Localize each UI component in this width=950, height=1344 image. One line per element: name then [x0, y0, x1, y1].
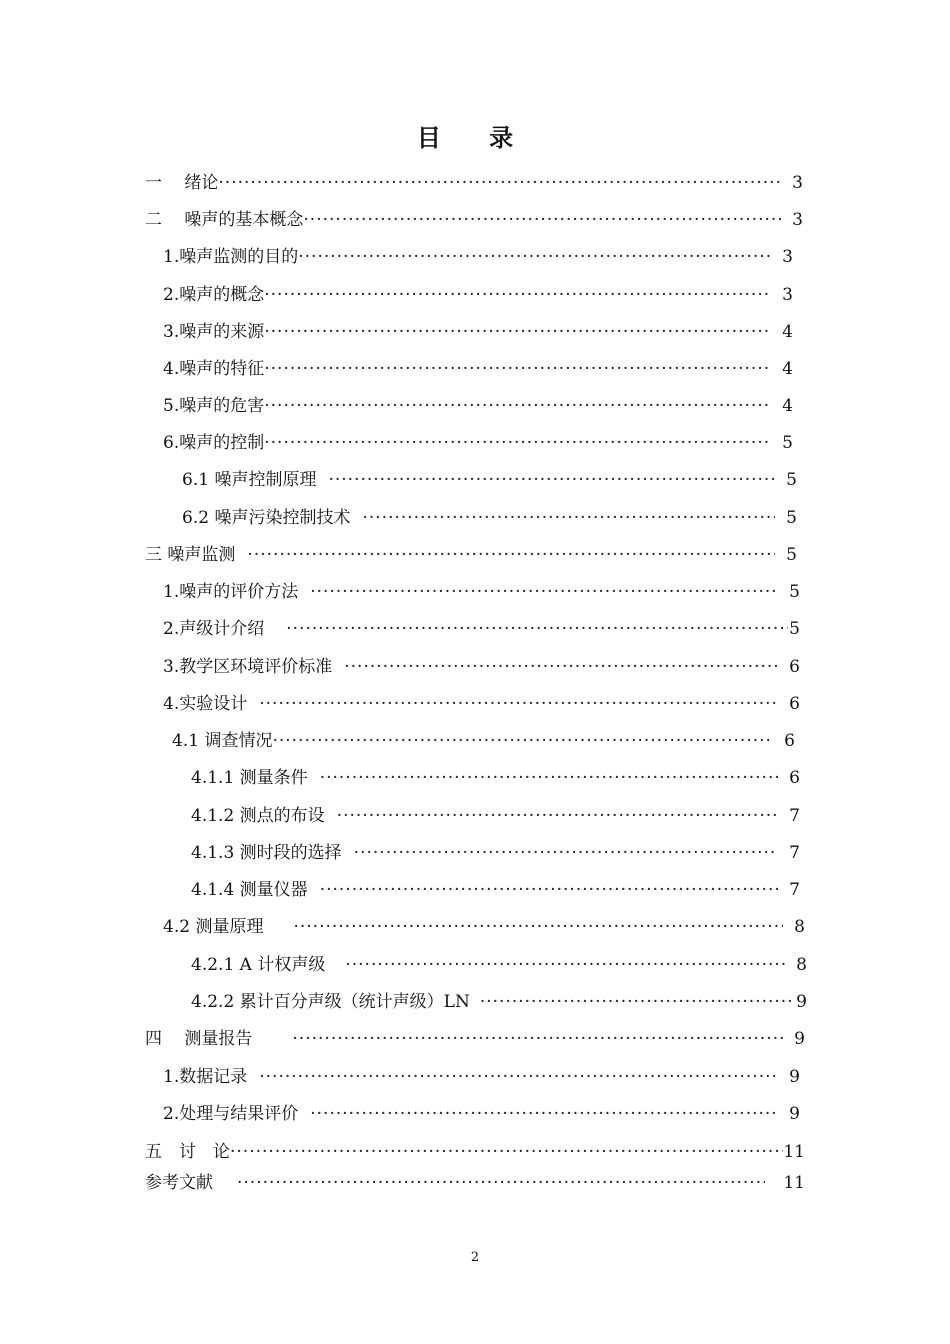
- toc-entry-page: 5: [786, 470, 797, 490]
- toc-entry-page: 5: [782, 433, 793, 453]
- toc-entry: [145, 170, 803, 196]
- toc-title: 目 录: [416, 123, 534, 152]
- toc-entry-page: 6: [789, 657, 800, 677]
- toc-entry-page: 8: [796, 955, 807, 975]
- toc-entry: [163, 1101, 800, 1127]
- toc-entry: [182, 467, 797, 493]
- toc-entry: [163, 393, 793, 419]
- leader-dots: [264, 282, 771, 308]
- leader-dots: [218, 170, 781, 196]
- toc-entry-label: 2.处理与结果评价: [163, 1104, 299, 1124]
- toc-entry-page: 5: [789, 582, 800, 602]
- toc-entry-label: 2.噪声的概念: [163, 285, 265, 305]
- toc-entry: [163, 1064, 800, 1090]
- toc-entry-label: 4.1.3 测时段的选择: [191, 843, 342, 863]
- toc-entry-label: 6.2 噪声污染控制技术: [182, 508, 351, 528]
- toc-entry: [163, 356, 793, 382]
- toc-entry-page: 7: [789, 880, 800, 900]
- leader-dots: [230, 1139, 783, 1165]
- leader-dots: [344, 654, 778, 680]
- toc-entry-page: 6: [789, 694, 800, 714]
- toc-entry-label: 4.1.1 测量条件: [191, 768, 308, 788]
- toc-entry: [163, 319, 793, 345]
- toc-entry-page: 9: [796, 992, 807, 1012]
- leader-dots: [264, 319, 771, 345]
- leader-dots: [310, 1101, 778, 1127]
- leader-dots: [298, 244, 771, 270]
- toc-entry-label: 3.噪声的来源: [163, 322, 265, 342]
- toc-entry: [163, 616, 800, 642]
- toc-entry-label: 3.教学区环境评价标准: [163, 657, 333, 677]
- toc-entry-label: 五 讨 论: [145, 1142, 230, 1162]
- toc-entry: [191, 877, 800, 903]
- page-number: 2: [470, 1250, 480, 1265]
- toc-entry: [163, 282, 793, 308]
- toc-entry-page: 7: [789, 806, 800, 826]
- leader-dots: [345, 952, 785, 978]
- leader-dots: [264, 356, 771, 382]
- leader-dots: [293, 914, 783, 940]
- toc-entry: [145, 1170, 805, 1196]
- toc-entry: [145, 1026, 805, 1052]
- toc-entry: [163, 579, 800, 605]
- toc-entry-label: 5.噪声的危害: [163, 396, 265, 416]
- toc-entry-label: 4.2 测量原理: [163, 917, 264, 937]
- toc-entry: [172, 728, 795, 754]
- leader-dots: [354, 840, 778, 866]
- toc-entry-label: 4.1.2 测点的布设: [191, 806, 325, 826]
- toc-entry-label: 4.1.4 测量仪器: [191, 880, 308, 900]
- toc-entry-page: 11: [783, 1173, 805, 1193]
- toc-entry: [191, 989, 807, 1015]
- toc-entry-page: 6: [784, 731, 795, 751]
- toc-entry: [191, 765, 800, 791]
- toc-entry: [145, 207, 803, 233]
- toc-entry-label: 二 噪声的基本概念: [145, 210, 304, 230]
- toc-entry: [145, 1139, 805, 1165]
- toc-entry: [163, 654, 800, 680]
- leader-dots: [286, 616, 788, 642]
- leader-dots: [272, 728, 773, 754]
- toc-entry-label: 1.噪声的评价方法: [163, 582, 299, 602]
- leader-dots: [264, 393, 771, 419]
- toc-entry-label: 4.1 调查情况: [172, 731, 273, 751]
- toc-entry-label: 6.噪声的控制: [163, 433, 265, 453]
- toc-entry: [191, 840, 800, 866]
- toc-entry-page: 9: [789, 1104, 800, 1124]
- toc-entry-page: 9: [789, 1067, 800, 1087]
- toc-entry-page: 3: [792, 210, 803, 230]
- toc-entry: [163, 691, 800, 717]
- toc-entry-page: 6: [789, 768, 800, 788]
- toc-entry: [182, 505, 797, 531]
- leader-dots: [292, 1026, 783, 1052]
- toc-entry-label: 4.噪声的特征: [163, 359, 265, 379]
- leader-dots: [310, 579, 778, 605]
- leader-dots: [259, 691, 778, 717]
- toc-entry-page: 8: [794, 917, 805, 937]
- toc-entry: [163, 430, 793, 456]
- toc-entry-page: 5: [789, 619, 800, 639]
- toc-entry-page: 4: [782, 322, 793, 342]
- toc-entry: [163, 914, 805, 940]
- toc-entry-page: 5: [786, 545, 797, 565]
- leader-dots: [303, 207, 781, 233]
- toc-entry-label: 4.2.1 A 计权声级: [191, 955, 326, 975]
- leader-dots: [328, 467, 775, 493]
- toc-entry-page: 4: [782, 359, 793, 379]
- toc-entry-label: 2.声级计介绍: [163, 619, 265, 639]
- leader-dots: [320, 765, 778, 791]
- toc-entry-page: 5: [786, 508, 797, 528]
- leader-dots: [259, 1064, 778, 1090]
- toc-entry-label: 4.2.2 累计百分声级（统计声级）LN: [191, 992, 470, 1012]
- leader-dots: [264, 430, 771, 456]
- leader-dots: [247, 542, 775, 568]
- toc-entry-label: 6.1 噪声控制原理: [182, 470, 317, 490]
- toc-entry-page: 4: [782, 396, 793, 416]
- leader-dots: [320, 877, 778, 903]
- toc-entry-page: 3: [792, 173, 803, 193]
- toc-entry: [163, 244, 793, 270]
- toc-entry-label: 四 测量报告: [145, 1029, 253, 1049]
- toc-entry-label: 一 绪论: [145, 173, 219, 193]
- leader-dots: [237, 1170, 765, 1196]
- toc-entry-page: 11: [783, 1142, 805, 1162]
- leader-dots: [480, 989, 795, 1015]
- toc-entry-label: 参考文献: [145, 1173, 213, 1193]
- leader-dots: [362, 505, 775, 531]
- toc-entry-page: 9: [794, 1029, 805, 1049]
- toc-entry: [191, 952, 807, 978]
- toc-entry: [145, 542, 797, 568]
- toc-entry-page: 3: [782, 285, 793, 305]
- leader-dots: [337, 803, 778, 829]
- toc-entry-label: 1.噪声监测的目的: [163, 247, 299, 267]
- toc-entry-label: 1.数据记录: [163, 1067, 248, 1087]
- toc-entry-label: 4.实验设计: [163, 694, 248, 714]
- toc-entry-page: 3: [782, 247, 793, 267]
- toc-entry-label: 三 噪声监测: [145, 545, 236, 565]
- toc-entry-page: 7: [789, 843, 800, 863]
- toc-entry: [191, 803, 800, 829]
